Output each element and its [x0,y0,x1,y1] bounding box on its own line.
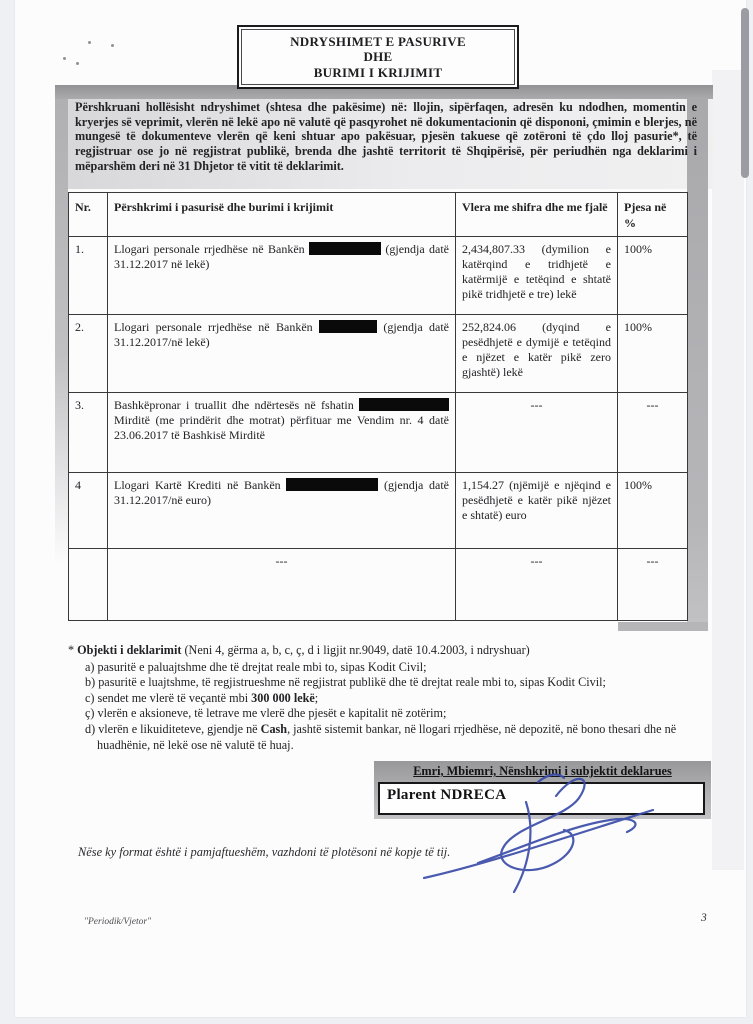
description-text: Bashkëpronar i truallit dhe ndërtesës në fshatin [114,398,354,412]
row-number [69,549,108,621]
title-line-1: NDRYSHIMET E PASURIVE [290,33,466,49]
row-value: 1,154.27 (njëmijë e njëqind e pesëdhjetë e katër pikë njëzet e shtatë) euro [456,473,618,549]
title-box [237,25,519,89]
row-number: 2. [69,315,108,393]
scan-right-shade [687,99,708,630]
continuation-note: Nëse ky format është i pamjaftueshëm, vazhdoni të plotësoni në kopje të tij. [78,845,451,859]
table-row [69,393,688,473]
footnote-item-d [85,722,716,753]
redaction-box [309,242,381,255]
redaction-box [286,478,378,491]
scrollbar-thumb[interactable] [741,8,749,178]
footnote-text: d) vlerën e likuiditeteve, gjendje në [85,721,261,736]
footnote-text: ; [314,690,319,705]
description-text: (gjendja datë 31.12.2017 në lekë) [114,242,450,271]
table-row [69,237,688,315]
row-number: 4 [69,473,108,549]
scan-left-shade [55,99,68,564]
table-row [69,549,688,621]
description-text: Mirditë (me prindërit dhe motrat) përfituar me Vendim nr. 4 datë 23.06.2017 të Bashkisë Mirditë [114,413,449,442]
footnote-text: * [68,643,78,657]
row-number: 1. [69,237,108,315]
footnote-text: a) pasuritë e paluajtshme dhe të drejtat reale mbi to, sipas Kodit Civil; [85,659,427,674]
description-text: Llogari Kartë Krediti në Bankën [114,478,281,492]
redaction-box [359,398,449,411]
intro-paragraph: Përshkruani hollësisht ndryshimet (shtesa dhe pakësime) në: llojin, sipërfaqen, adresën ku ndodhen, momentin e kryerjes së veprimit, vlerën në lekë apo në valutë që pasqyrohet në dokumentacionin që dispononi, çmimin e blerjes, në mungesë të dokumenteve vlerën që keni shtuar apo pakësuar, pjesën takuese që zotëroni të çdo lloj pasurie*, të regjistruar ose jo në regjistrat publikë, brenda dhe jashtë territorit të Shqipërisë, për periudhën nga deklarimi i mëparshëm deri në 31 Dhjetor të vitit të deklarimit. [75,100,697,173]
scan-speck [63,57,66,60]
row-description [108,393,456,473]
header-value: Vlera me shifra dhe me fjalë [456,193,618,237]
row-value: --- [456,549,618,621]
scan-right-margin [712,70,744,870]
row-share: 100% [618,315,688,393]
footnote-bold-text: Cash [260,721,288,736]
handwritten-signature [408,768,663,893]
description-text: Llogari personale rrjedhëse në Bankën [114,242,305,256]
row-share: --- [618,549,688,621]
footnote-text: (Neni 4, gërma a, b, c, ç, d i ligjit nr.9049, datë 10.4.2003, i ndryshuar) [181,643,530,657]
scan-speck [88,41,91,44]
footnote-text: c) sendet me vlerë të veçantë mbi [85,690,252,705]
row-description [108,315,456,393]
row-description [108,237,456,315]
footnote-item-b [85,675,716,691]
redaction-box [319,320,377,333]
scan-speck [111,44,114,47]
footnote-item-cc [85,706,716,722]
row-description: --- [108,549,456,621]
page-title [241,29,515,85]
title-line-2: DHE [363,49,393,65]
scan-speck [76,62,79,65]
declaration-footnote [68,643,716,753]
footnote-item-a [85,660,716,676]
description-text: (gjendja datë 31.12.2017/në euro) [114,478,450,507]
assets-table [68,192,688,621]
row-value: 252,824.06 (dyqind e pesëdhjetë e dymijë e tetëqind e njëzet e katër pikë zero gjashtë) lekë [456,315,618,393]
header-nr: Nr. [69,193,108,237]
footnote-bold-text: Objekti i deklarimit [77,643,182,657]
footnote-bold-text: 300 000 lekë [251,690,315,705]
scan-bottom-shade [618,622,708,631]
table-row [69,473,688,549]
footnote-item-c [85,691,716,707]
title-line-3: BURIMI I KRIJIMIT [313,64,443,80]
description-text: Llogari personale rrjedhëse në Bankën [114,320,313,334]
footnote-title [68,643,716,659]
row-share: 100% [618,237,688,315]
row-share: --- [618,393,688,473]
declarer-name: Plarent NDRECA [387,787,507,803]
description-text: (gjendja datë 31.12.2017/në lekë) [114,320,450,349]
row-value: 2,434,807.33 (dymilion e katërqind e tridhjetë e katërmijë e tetëqind e shtatë pikë tridhjetë e tre) lekë [456,237,618,315]
signature-header: Emri, Mbiemri, Nënshkrimi i subjektit deklarues [413,764,672,778]
row-value: --- [456,393,618,473]
footnote-text: ç) vlerën e aksioneve, të letrave me vlerë dhe pjesët e kapitalit në zotërim; [85,706,447,721]
header-share: Pjesa në % [618,193,688,237]
page-number: 3 [701,912,707,924]
footnote-text: , jashtë sistemit bankar, në llogari rrjedhëse, në depozitë, në bono thesari dhe në huadhënie, në lekë ose në valutë të huaj. [97,721,677,752]
header-description: Përshkrimi i pasurisë dhe burimi i krijimit [108,193,456,237]
row-description [108,473,456,549]
footer-doc-type: "Periodik/Vjetor" [84,917,152,927]
footnote-text: b) pasuritë e luajtshme, të regjistrueshme në regjistrat publikë dhe të drejtat reale mbi to, sipas Kodit Civil; [85,675,606,690]
table-header-row [69,193,688,237]
table-row [69,315,688,393]
row-number: 3. [69,393,108,473]
row-share: 100% [618,473,688,549]
